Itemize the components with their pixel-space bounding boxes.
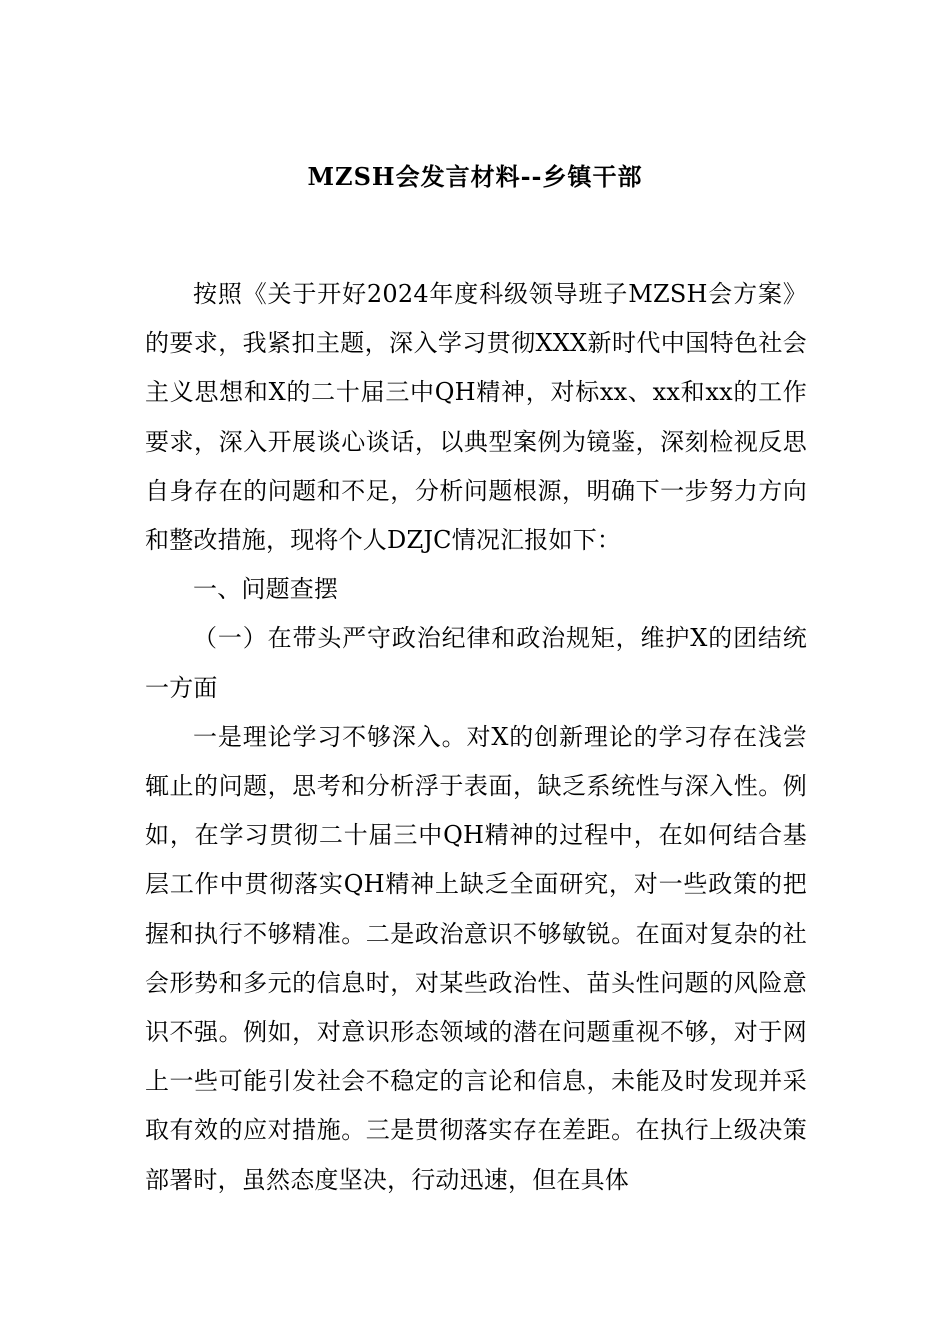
- document-title: MZSH会发言材料--乡镇干部: [307, 162, 643, 191]
- document-body: [145, 270, 807, 1205]
- body-paragraph: 一是理论学习不够深入。对X的创新理论的学习存在浅尝辄止的问题，思考和分析浮于表面，缺乏系统性与深入性。例如，在学习贯彻二十届三中QH精神的过程中，在如何结合基层工作中贯彻落实QH精神上缺乏全面研究，对一些政策的把握和执行不够精准。二是政治意识不够敏锐。在面对复杂的社会形势和多元的信息时，对某些政治性、苗头性问题的风险意识不强。例如，对意识形态领域的潜在问题重视不够，对于网上一些可能引发社会不稳定的言论和信息，未能及时发现并采取有效的应对措施。三是贯彻落实存在差距。在执行上级决策部署时，虽然态度坚决，行动迅速，但在具体: [145, 722, 807, 1194]
- section-heading: 一、问题查摆: [193, 575, 339, 604]
- subsection-heading: （一）在带头严守政治纪律和政治规矩，维护X的团结统一方面: [145, 624, 807, 702]
- intro-paragraph: 按照《关于开好2024年度科级领导班子MZSH会方案》的要求，我紧扣主题，深入学习贯彻XXX新时代中国特色社会主义思想和X的二十届三中QH精神，对标xx、xx和xx的工作要求，深入开展谈心谈话，以典型案例为镜鉴，深刻检视反思自身存在的问题和不足，分析问题根源，明确下一步努力方向和整改措施，现将个人DZJC情况汇报如下：: [145, 280, 807, 555]
